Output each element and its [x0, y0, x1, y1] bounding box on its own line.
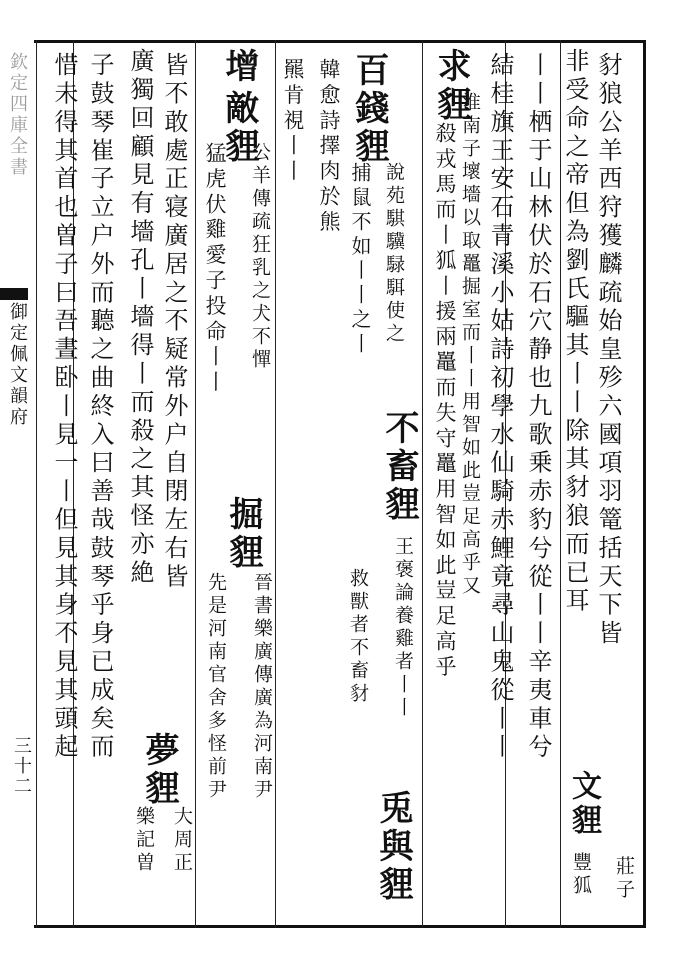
heading-bu-xu-li: 不畜貍: [379, 410, 419, 524]
heading-wen-li: 文貍: [566, 770, 601, 838]
annotation-fenghu: 豐狐: [570, 852, 592, 898]
edge-book-title: 御定佩文韻府: [7, 302, 28, 428]
annotation-wang-bao: 王褒論養雞者丨丨: [392, 536, 414, 720]
column-rule: [422, 40, 423, 928]
text-column: 殺戎馬而丨狐丨援兩鼉而失守鼉用智如此豈足高乎: [433, 122, 457, 681]
heading-bai-qian-li: 百錢貍: [349, 52, 389, 166]
text-column: 韓愈詩擇肉於熊: [317, 58, 341, 236]
text-column: 廣獨回顧見有墻孔丨墻得丨而殺之其怪亦絶: [126, 48, 154, 588]
annotation-yueji: 樂記曽: [133, 806, 155, 875]
annotation-shuoyuan: 說苑騏驥騄駬使之: [383, 162, 405, 346]
annotation-jinshu: 晉書樂廣傳廣為河南尹: [251, 572, 273, 802]
frame-bottom-border: [34, 925, 646, 928]
text-column: 子鼓琴崔子立户外而聽之曲終入曰善哉鼓琴乎身已成矣而: [86, 52, 114, 762]
heading-meng-li: 夢貍: [139, 732, 179, 808]
text-column: 結桂旗王安石青溪小姑詩初學水仙騎赤鯉竟尋山鬼從丨丨: [486, 52, 514, 762]
heading-zeng: 增: [219, 48, 259, 86]
frame-right-border: [643, 40, 646, 928]
annotation-jiushou: 救獸者不畜豺: [347, 568, 369, 706]
annotation-zhuangzi: 莊子: [613, 856, 635, 902]
heading-qiu-li: 求貍: [431, 48, 471, 124]
text-column: 皆不敢處正寝廣居之不疑常外户自閉左右皆: [160, 52, 188, 592]
text-column: 捕鼠不如丨丨之丨: [348, 162, 372, 358]
heading-jue-li: 掘貍: [223, 496, 263, 572]
edge-tab: [0, 288, 28, 300]
text-column: 猛虎伏雞愛子投命丨丨: [203, 142, 227, 396]
annotation-huainanzi: 淮南子壞墻以取鼉掘室而丨丨用智如此豈足高乎又: [459, 92, 481, 598]
annotation-xianshi: 先是河南官舍多怪前尹: [205, 572, 227, 802]
frame-top-border: [34, 40, 646, 43]
heading-di-li: 敵貍: [219, 90, 259, 166]
text-column: 非受命之帝但為劉氏驅其丨丨除其豺狼而已耳: [561, 48, 589, 616]
text-column: 惜未得其首也曽子曰吾晝卧丨見一丨但見其身不見其頭起: [50, 52, 78, 762]
column-rule: [195, 40, 196, 928]
annotation-gongyang: 公羊傳疏狂乳之犬不憚: [249, 142, 271, 372]
text-column: 羆肯視丨丨: [281, 58, 305, 185]
heading-tu-yu-li: 兎與貍: [373, 790, 413, 904]
column-rule: [275, 40, 276, 928]
column-rule: [36, 40, 37, 928]
text-column: 丨丨栖于山林伏於石穴静也九歌乗赤豹兮從丨丨辛夷車兮: [524, 52, 552, 762]
text-column: 豺狼公羊西狩獲麟疏始皇殄六國項羽篭括天下皆: [594, 52, 622, 649]
annotation-dazhou: 大周正: [171, 806, 193, 875]
edge-faded-title: 欽定四庫全書: [7, 52, 28, 178]
page-number: 三十二: [11, 736, 32, 796]
